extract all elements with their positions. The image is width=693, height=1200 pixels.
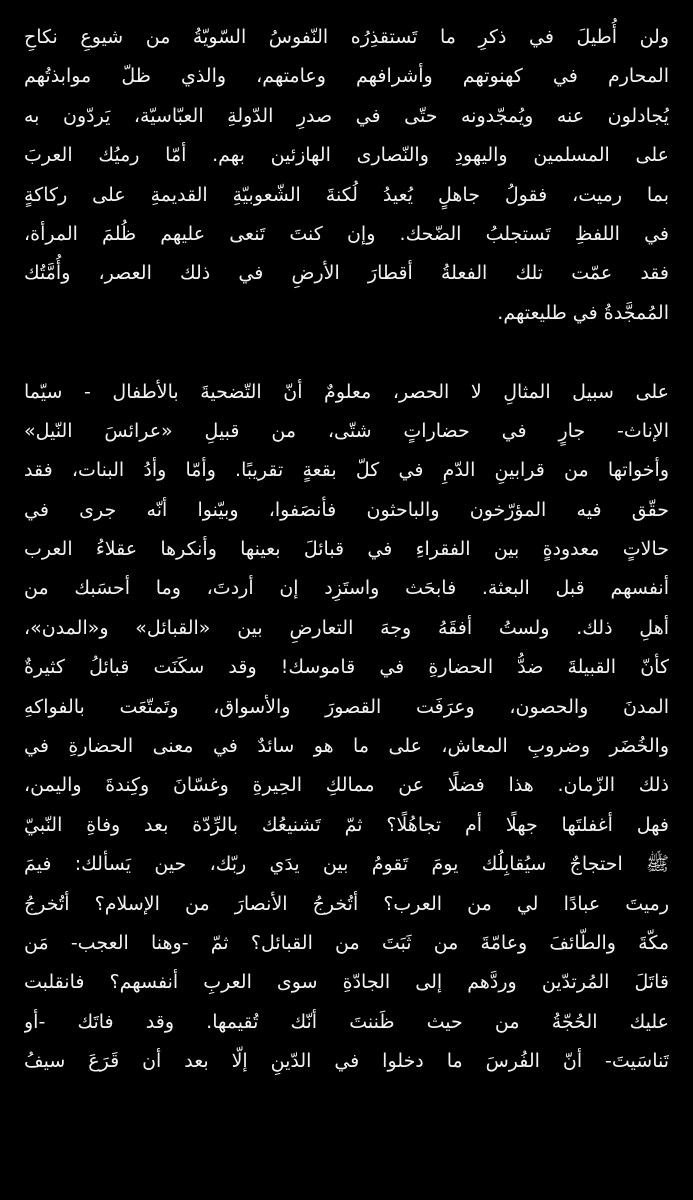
text-line: بما رميت، فقولُ جاهلٍ يُعيدُ لُكنةَ الشّعوبيّةِ القديمةِ على ركاكةٍ bbox=[24, 183, 669, 206]
text-line: فهل أغفلتَها جهلًا أم تجاهُلًا؟ ثمّ تَشنيعُك بالرِّدّة بعد وفاةِ النّبيّ bbox=[24, 813, 669, 836]
paragraph-gap bbox=[24, 333, 669, 372]
text-line: مكّةَ والطّائفَ وعامّةَ من ثَبَتَ من القبائل؟ ثمّ -وهنا العجب- مَن bbox=[24, 931, 669, 954]
text-line: المحارم في كهنوتهم وأشرافهم وعامتهم، والذي ظلّ موابذتُهم bbox=[24, 65, 669, 88]
text-line: حالاتٍ معدودةٍ بين الفقراءِ في قبائلَ بعينها وأنكرها عقلاءُ العرب bbox=[24, 538, 669, 561]
paragraph-1 bbox=[24, 18, 669, 333]
text-line: يُجادلون عنه ويُمجّدونه حتّى في صدرِ الدّولةِ العبّاسيّة، يَردّون به bbox=[24, 104, 669, 127]
text-line: على سبيل المثالِ لا الحصر، معلومٌ أنّ التّضحيةَ بالأطفال - سيّما bbox=[24, 380, 669, 403]
text-line: تَناسَيتَ- أنّ الفُرسَ ما دخلوا في الدّينِ إلّا بعد أن قَرَعَ سيفُ bbox=[24, 1050, 669, 1073]
text-line: عليك الحُجّةُ من حيث ظَننتَ أنّك تُقيمها. وقد فاتَك -أو bbox=[24, 1010, 669, 1033]
text-line: كأنّ القبيلةَ ضدُّ الحضارةِ في قاموسك! وقد سكَنَت قبائلُ كثيرةٌ bbox=[24, 656, 669, 679]
text-line: على المسلمين واليهودِ والنّصارى الهازئين بهم. أمّا رميُك العربَ bbox=[24, 144, 669, 167]
text-line: وأخواتها من قرابينِ الدّمِ في كلّ بقعةٍ تقريبًا. وأمّا وأدُ البنات، فقد bbox=[24, 459, 669, 482]
text-line: ﷺ احتجاجٌ سيُقابِلُك يومَ تَقومُ بين يدَي ربّك، حين يَسألك: فيمَ bbox=[24, 853, 669, 876]
text-line: أنفسهم قبل البعثة. فابحَث واستَزِد إن أردتَ، وما أحسَبك من bbox=[24, 577, 669, 600]
paragraph-2 bbox=[24, 373, 669, 1082]
text-line: والخُضَر وضروبِ المعاش، على ما هو سائدٌ في معنى الحضارةِ في bbox=[24, 735, 669, 758]
text-line: الإناث- جارٍ في حضاراتٍ شتّى، من قبيلِ «عرائسَ النّيل» bbox=[24, 419, 669, 442]
text-line: قاتَلَ المُرتدّين وردَّهم إلى الجادّةِ سوى العربِ أنفسهم؟ فانقلبت bbox=[24, 971, 669, 994]
text-line: المدنَ والحصون، وعرَفَت القصورَ والأسواق، وتَمتّعَت بالفواكهِ bbox=[24, 695, 669, 718]
text-line: ذلك الزّمان. هذا فضلًا عن ممالكِ الحِيرةِ وغسّانَ وكِندةَ واليمن، bbox=[24, 774, 669, 797]
text-line: فقد عمّت تلك الفعلةُ أقطارَ الأرضِ في ذلك العصر، وأُمَّتُك bbox=[24, 262, 669, 285]
text-line: ولن أُطيلَ في ذكرِ ما تَستقذِرُه النّفوسُ السّويّةُ من شيوعِ نكاحِ bbox=[24, 26, 669, 48]
text-line: أهلِ ذلك. ولستُ أفقَهُ وجهَ التعارضِ بين «القبائل» و«المدن»، bbox=[24, 616, 669, 639]
text-line: رميتَ عبادًا لي من العرب؟ أتُخرجُ الأنصارَ من الإسلام؟ أتُخرجُ bbox=[24, 892, 669, 915]
text-line: المُمجَّدةُ في طليعتهم. bbox=[497, 301, 669, 324]
text-line: في اللفظِ تَستجلبُ الضّحك. وإن كنتَ تَنعى عليهم ظُلمَ المرأة، bbox=[24, 222, 669, 245]
text-line: حقّق فيه المؤرّخون والباحثون فأنصَفوا، وبيّنوا أنّه جرى في bbox=[24, 498, 669, 521]
